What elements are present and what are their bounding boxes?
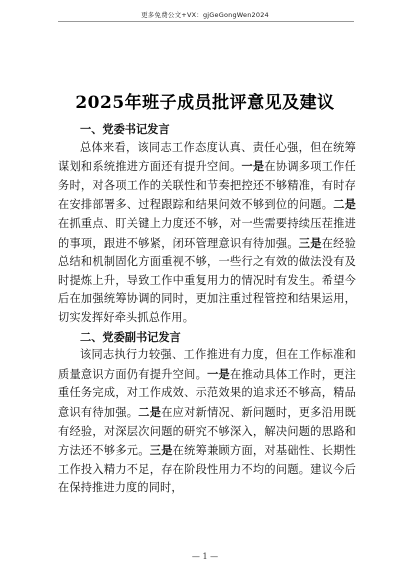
paragraph-text: 在抓重点、盯关键上力度还不够，对一些需要持续压茬推进的事项，跟进不够紧，闭环管理意识有待加强。 <box>58 216 356 250</box>
paragraph-text: 总体来看，该同志工作态度认真、责任心强，但在统筹谋划和系统推进方面还有提升空间。 <box>58 140 356 174</box>
paragraph-text: 该同志执行力较强、工作推进有力度，但在工作标准和质量意识方面仍有提升空间。 <box>58 348 356 381</box>
point-marker: 三是 <box>298 235 322 250</box>
paragraph-secretary <box>58 139 356 328</box>
point-marker: 三是 <box>149 443 173 458</box>
paragraph-text: 在经验总结和机制固化方面重视不够，一些行之有效的做法没有及时提炼上升，导致工作中重复用力的情况时有发生。希望今后在加强统筹协调的同时，更加注重过程管控和结果运用，切实发挥好牵头抓总作用。 <box>58 236 356 324</box>
point-marker: 一是 <box>207 366 230 381</box>
document-body <box>58 120 356 498</box>
point-marker: 二是 <box>138 404 162 419</box>
page-number: — 1 — <box>191 552 219 561</box>
point-marker: 二是 <box>333 197 356 212</box>
header-divider <box>58 21 354 22</box>
paragraph-text: 在推动具体工作时，更注重任务完成，对工作成效、示范效果的追求还不够高，精品意识有待加强。 <box>58 367 356 419</box>
section-heading-deputy-secretary: 二、党委副书记发言 <box>80 329 181 344</box>
section-heading-secretary: 一、党委书记发言 <box>80 122 170 136</box>
header-note: 更多免费公文+VX：gjGeGongWen2024 <box>141 11 269 19</box>
paragraph-text: 在协调多项工作任务时，对各项工作的关联性和节奏把控还不够精准，有时存在安排部署多、过程跟踪和结果问效不够到位的问题。 <box>58 160 356 212</box>
document-title: 2025年班子成员批评意见及建议 <box>75 93 335 113</box>
point-marker: 一是 <box>241 159 265 174</box>
paragraph-text: 在应对新情况、新问题时，更多沿用既有经验，对深层次问题的研究不够深入，解决问题的思路和方法还不够多元。 <box>58 405 356 458</box>
paragraph-text: 在统筹兼顾方面，对基础性、长期性工作投入精力不足，存在阶段性用力不均的问题。建议今后在保持推进力度的同时， <box>58 444 356 495</box>
paragraph-deputy-secretary <box>58 346 356 498</box>
